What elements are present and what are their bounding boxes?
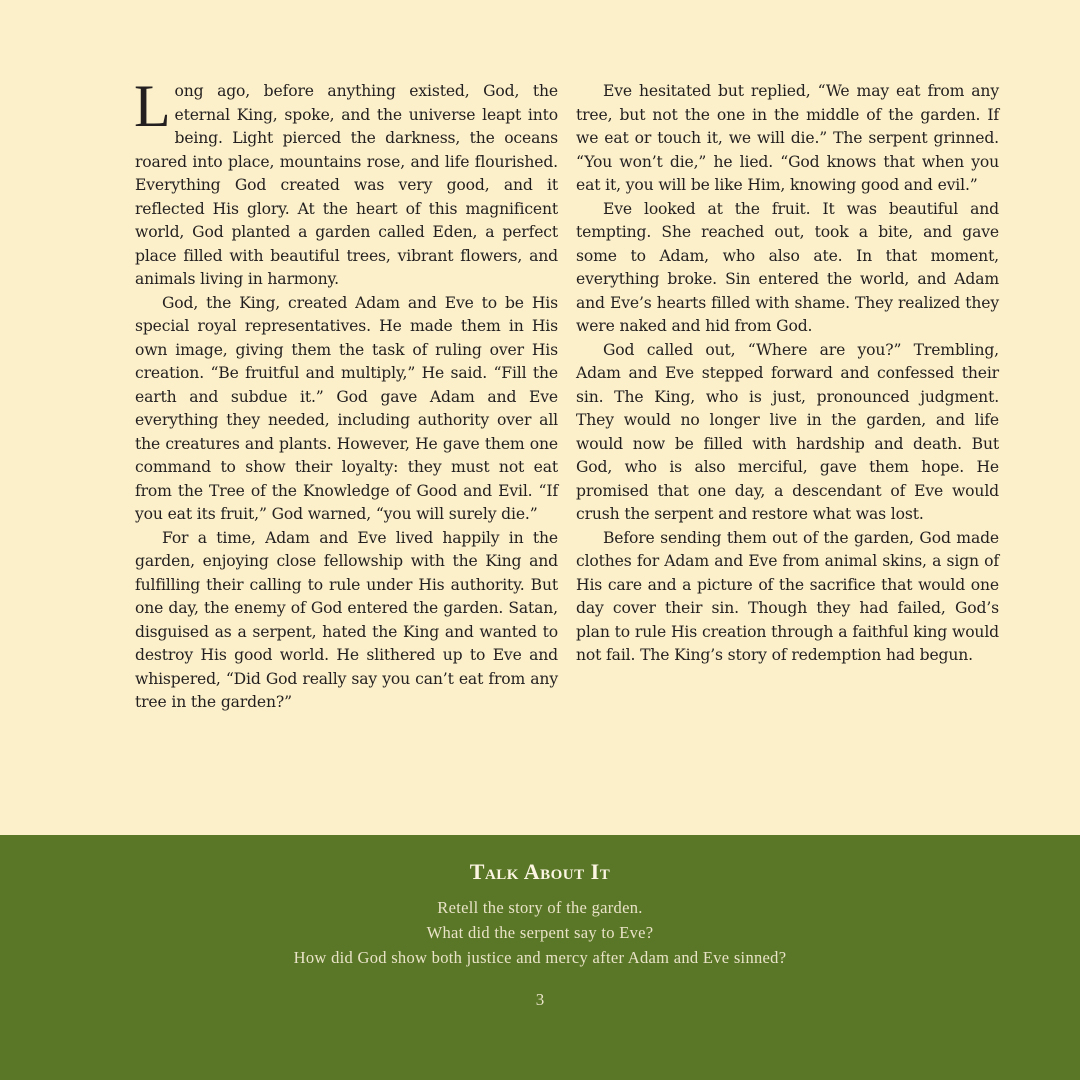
- discussion-questions: [0, 895, 1080, 970]
- story-paragraph: [134, 73, 558, 292]
- page-number: 3: [535, 990, 545, 1009]
- story-paragraph: God called out, “Where are you?” Trembling, Adam and Eve stepped forward and confessed their sin. The King, who is just, pronounced judgment. They would no longer live in the garden, and life would now be filled with hardship and death. But God, who is also merciful, gave them hope. He promised that one day, a descendant of Eve would crush the serpent and restore what was lost.: [576, 340, 999, 523]
- discussion-question: How did God show both justice and mercy after Adam and Eve sinned?: [293, 948, 787, 967]
- drop-cap: L: [134, 73, 171, 139]
- story-paragraph: Before sending them out of the garden, God made clothes for Adam and Eve from animal skins, a sign of His care and a picture of the sacrifice that would one day cover their sin. Though they had failed, God’s plan to rule His creation through a faithful king would not fail. The King’s story of redemption had begun.: [576, 528, 999, 664]
- discussion-question: Retell the story of the garden.: [437, 898, 643, 917]
- talk-about-it-title: Talk About It: [469, 859, 611, 884]
- story-paragraph: God, the King, created Adam and Eve to be His special royal representatives. He made them in His own image, giving them the task of ruling over His creation. “Be fruitful and multiply,” He said. “Fill the earth and subdue it.” God gave Adam and Eve everything they needed, including authority over all the creatures and plants. However, He gave them one command to show their loyalty: they must not eat from the Tree of the Knowledge of Good and Evil. “If you eat its fruit,” God warned, “you will surely die.”: [135, 293, 558, 523]
- story-paragraph: Eve hesitated but replied, “We may eat from any tree, but not the one in the middle of the garden. If we eat or touch it, we will die.” The serpent grinned. “You won’t die,” he lied. “God knows that when you eat it, you will be like Him, knowing good and evil.”: [576, 82, 999, 194]
- discussion-question: What did the serpent say to Eve?: [426, 923, 654, 942]
- talk-about-it-panel: [0, 835, 1080, 1080]
- story-column-right: [576, 80, 999, 810]
- story-text: [134, 73, 999, 810]
- story-paragraph-text: ong ago, before anything existed, God, the eternal King, spoke, and the universe leapt into being. Light pierced the darkness, the oceans roared into place, mountains rose, and life flourished. Everything God created was very good, and it reflected His glory. At the heart of this magnificent world, God planted a garden called Eden, a perfect place filled with beautiful trees, vibrant flowers, and animals living in harmony.: [135, 82, 558, 288]
- story-paragraph: For a time, Adam and Eve lived happily in the garden, enjoying close fellowship with the King and fulfilling their calling to rule under His authority. But one day, the enemy of God entered the garden. Satan, disguised as a serpent, hated the King and wanted to destroy His good world. He slithered up to Eve and whispered, “Did God really say you can’t eat from any tree in the garden?”: [135, 528, 558, 711]
- story-paragraph: Eve looked at the fruit. It was beautiful and tempting. She reached out, took a bite, and gave some to Adam, who also ate. In that moment, everything broke. Sin entered the world, and Adam and Eve’s hearts filled with shame. They realized they were naked and hid from God.: [576, 199, 999, 335]
- story-column-left: [134, 73, 558, 810]
